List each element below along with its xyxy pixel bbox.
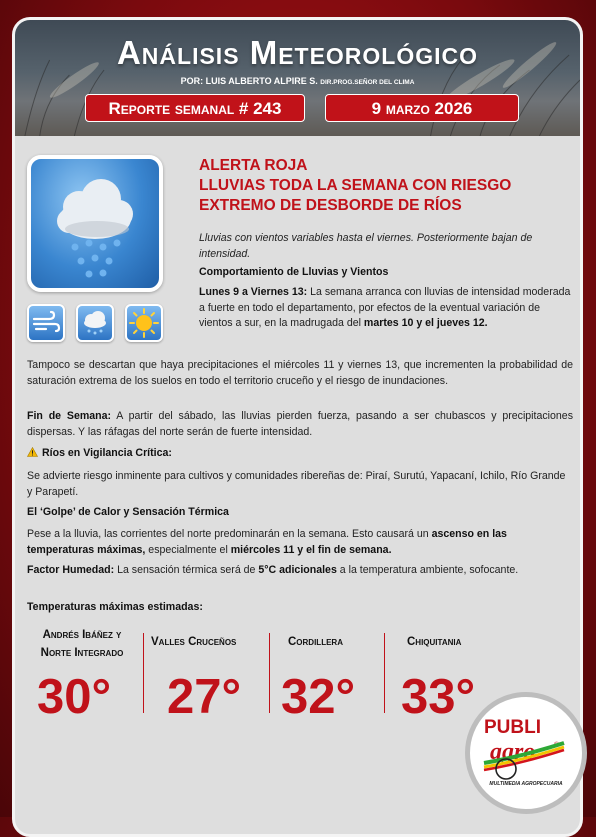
byline <box>15 76 580 86</box>
heat-title: El ‘Golpe’ de Calor y Sensación Térmica <box>27 506 229 518</box>
region-temp-chiquitania: 33° <box>401 670 476 724</box>
cloud-rain-icon <box>76 304 114 342</box>
region-name-line2: Norte Integrado <box>40 647 124 659</box>
section-title-rain-wind: Comportamiento de Lluvias y Vientos <box>199 266 389 278</box>
logo-tagline: MULTIMEDIA AGROPECUARIA <box>489 781 563 787</box>
heat-text-c: especialmente el <box>145 543 231 556</box>
author-name: POR: LUIS ALBERTO ALPIRE S. <box>180 76 318 86</box>
rain-week-days: martes 10 y el jueves 12. <box>363 317 488 329</box>
weekend-lead: Fin de Semana: <box>27 410 112 422</box>
heat-text-b: ascenso en las temperaturas máximas, <box>27 528 507 556</box>
humidity-text-b: 5°C adicionales <box>258 564 337 576</box>
heat-text-d: miércoles 11 y el fin de semana. <box>230 543 392 556</box>
precipitation-paragraph: Tampoco se descartan que haya precipitaciones el miércoles 11 y viernes 13, que incrementen la probabilidad de saturación extrema de los suelos en todo el territorio cruceño y el riesgo de inundaciones. <box>27 359 573 387</box>
region-name-valles: Valles Cruceños <box>151 636 237 648</box>
sun-icon <box>125 304 163 342</box>
logo-registered: ® <box>554 742 560 749</box>
region-name-andres-ibanez <box>27 626 137 662</box>
region-name-cordillera: Cordillera <box>288 636 343 648</box>
intro-text: Lluvias con vientos variables hasta el viernes. Posteriormente bajan de intensidad. <box>199 232 533 260</box>
weekend-text: A partir del sábado, las lluvias pierden fuerza, pasando a ser chubascos y precipitaciones dispersas. Y las ráfagas del norte serán de fuerte intensidad. <box>27 410 573 438</box>
rain-week-lead: Lunes 9 a Viernes 13: <box>199 286 308 298</box>
warning-icon <box>27 447 38 463</box>
page-title: Análisis Meteorológico <box>116 34 479 71</box>
humidity-paragraph <box>27 563 573 579</box>
heat-text-a: Pese a la lluvia, las corrientes del norte predominarán en la semana. Esto causará un <box>27 528 432 540</box>
temps-title: Temperaturas máximas estimadas: <box>27 601 203 613</box>
rivers-title-row <box>27 446 327 463</box>
alert-headline <box>199 156 569 216</box>
report-number-badge: Reporte semanal # 243 <box>85 94 305 122</box>
region-name-line1: Andrés Ibáñez y <box>42 629 122 641</box>
humidity-text-c: a la temperatura ambiente, sofocante. <box>336 564 519 576</box>
date-badge: 9 marzo 2026 <box>325 94 519 122</box>
humidity-text-a: La sensación térmica será de <box>114 564 259 576</box>
rivers-title: Ríos en Vigilancia Crítica: <box>42 447 172 459</box>
weekend-paragraph <box>27 409 573 440</box>
cloud-rain-icon <box>27 155 163 292</box>
region-temp-andres-ibanez: 30° <box>37 670 112 724</box>
publiagro-logo <box>465 692 587 814</box>
alert-title-line1: LLUVIAS TODA LA SEMANA CON RIESGO <box>199 177 512 194</box>
humidity-lead: Factor Humedad: <box>27 564 115 576</box>
author-role: DIR.PROG.SEÑOR DEL CLIMA <box>320 79 415 86</box>
header-banner <box>15 20 580 136</box>
divider <box>384 633 385 713</box>
alert-level: ALERTA ROJA <box>199 157 308 174</box>
alert-title-line2: EXTREMO DE DESBORDE DE RÍOS <box>199 197 462 214</box>
divider <box>269 633 270 713</box>
rain-week-text: La semana arranca con lluvias de intensidad moderada a fuerte en todo el departamento, por efectos de la eventual variación de vientos a sur, en la madrugada del <box>199 286 571 329</box>
rain-week-paragraph <box>199 285 571 332</box>
heat-paragraph <box>27 527 575 558</box>
logo-publi: PUBLI <box>484 717 541 738</box>
rivers-paragraph: Se advierte riesgo inminente para cultivos y comunidades ribereñas de: Piraí, Surutú, Yapacaní, Ichilo, Río Grande y Parapetí. <box>27 470 566 498</box>
logo-agro: agro <box>490 739 536 765</box>
region-name-chiquitania: Chiquitania <box>407 636 462 648</box>
region-temp-cordillera: 32° <box>281 670 356 724</box>
region-temp-valles: 27° <box>167 670 242 724</box>
divider <box>143 633 144 713</box>
wind-icon <box>27 304 65 342</box>
